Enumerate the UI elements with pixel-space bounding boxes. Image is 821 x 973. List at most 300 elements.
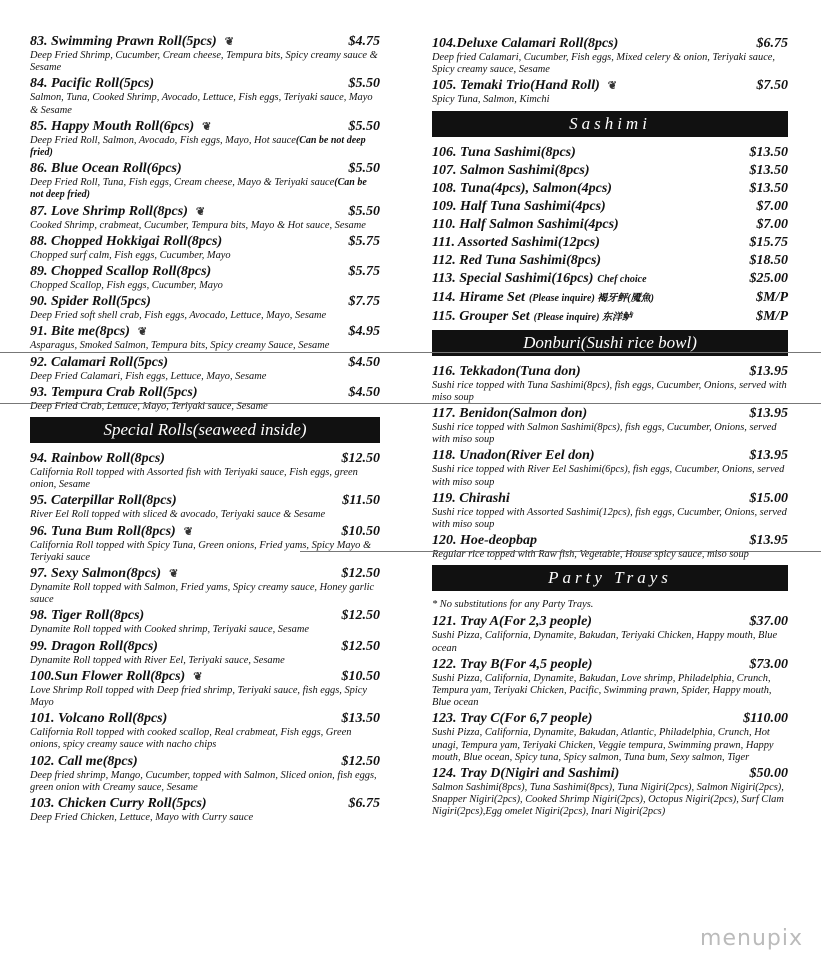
menu-item-price: $7.00 xyxy=(756,198,788,214)
menu-item-title: 124. Tray D(Nigiri and Sashimi) xyxy=(432,766,620,782)
menu-item xyxy=(30,324,380,352)
menu-item-description xyxy=(432,727,788,764)
menu-item xyxy=(30,524,380,564)
menu-item-name xyxy=(30,76,349,92)
left-column xyxy=(30,34,380,826)
menu-item-description-text: River Eel Roll topped with sliced & avocado, Teriyaki sauce & Sesame xyxy=(30,509,326,521)
menu-item-line xyxy=(30,796,380,812)
menu-item-description-text: Asparagus, Smoked Salmon, Tempura bits, Spicy creamy Sauce, Sesame xyxy=(30,340,330,352)
menu-item xyxy=(432,448,788,488)
menu-item-description-text: Spicy Tuna, Salmon, Kimchi xyxy=(432,94,550,106)
menu-item-title: 88. Chopped Hokkigai Roll(8pcs) xyxy=(30,233,223,249)
menu-item-title: 83. Swimming Prawn Roll(5pcs) xyxy=(30,34,217,49)
menu-item-name xyxy=(30,264,349,280)
chili-icon: ❦ xyxy=(137,326,148,339)
menu-item-title: 101. Volcano Roll(8pcs) xyxy=(30,711,168,727)
menu-item-name xyxy=(30,34,349,50)
menu-item-description xyxy=(432,782,788,819)
menu-item xyxy=(432,253,788,269)
menu-item-title: 100.Sun Flower Roll(8pcs) xyxy=(30,668,186,684)
menu-item-price: $M/P xyxy=(756,289,788,305)
menu-item xyxy=(432,766,788,819)
menu-item-description xyxy=(432,673,788,710)
menu-item-title: 104.Deluxe Calamari Roll(8pcs) xyxy=(432,36,619,51)
menu-item-name xyxy=(432,181,750,197)
menu-item xyxy=(30,264,380,292)
menu-item-title: 119. Chirashi xyxy=(432,490,510,506)
menu-item-title: 102. Call me(8pcs) xyxy=(30,753,138,769)
menu-item-description-text: Sushi rice topped with Salmon Sashimi(8pcs), fish eggs, Cucumber, Onions, served with miso soup xyxy=(432,422,777,446)
menu-item-price: $73.00 xyxy=(749,656,788,672)
menu-item xyxy=(432,491,788,531)
sashimi-header: Sashimi xyxy=(432,111,788,137)
chili-icon: ❦ xyxy=(193,670,203,683)
menu-item-description-text: Sushi Pizza, California, Dynamite, Bakudan, Love shrimp, Philadelphia, Crunch, Tempura yam, Teriyaki Chicken, Pacific, Swimming prawn, Spider, Happy mouth, Blue ocean xyxy=(432,672,772,709)
menu-item-description-text: Sushi rice topped with Tuna Sashimi(8pcs), fish eggs, Cucumber, Onions, served with miso soup xyxy=(432,379,787,403)
menu-item-name xyxy=(432,253,750,269)
menu-item-title: 93. Tempura Crab Roll(5pcs) xyxy=(30,384,198,400)
menu-item xyxy=(432,78,788,106)
menu-item-description xyxy=(432,380,788,404)
chili-icon: ❦ xyxy=(183,525,193,538)
rolls-list xyxy=(30,34,380,413)
menu-item-description xyxy=(30,340,380,352)
chili-icon: ❦ xyxy=(169,568,179,581)
menu-item-description xyxy=(30,135,380,159)
menu-item-line xyxy=(432,657,788,673)
menu-item-line xyxy=(432,145,788,161)
menu-item-title: 118. Unadon(River Eel don) xyxy=(432,448,595,464)
menu-item-line xyxy=(30,451,380,467)
menu-item-name xyxy=(30,566,342,582)
menu-item-description-text: Deep Fried Shrimp, Cucumber, Cream cheese, Tempura bits, Spicy creamy sauce & Sesame xyxy=(30,50,378,74)
menu-item-title: 121. Tray A(For 2,3 people) xyxy=(432,614,592,630)
menu-item-price: $12.50 xyxy=(341,451,380,467)
menu-item-line xyxy=(30,76,380,92)
menu-item-line xyxy=(432,491,788,507)
menu-item xyxy=(30,608,380,636)
menu-item-line xyxy=(432,364,788,380)
menu-item xyxy=(432,290,788,307)
menu-item-description-text: Sushi Pizza, California, Dynamite, Bakudan, Teriyaki Chicken, Happy mouth, Blue ocean xyxy=(432,630,778,654)
menu-item-description-text: Chopped Scallop, Fish eggs, Cucumber, Mayo xyxy=(30,280,223,292)
menu-item-title: 91. Bite me(8pcs) xyxy=(30,324,130,340)
menu-item-line xyxy=(432,235,788,251)
menu-item xyxy=(30,34,380,74)
menu-item-title: 115. Grouper Set xyxy=(432,308,530,324)
menu-item-line xyxy=(432,163,788,179)
menu-item-price: $5.50 xyxy=(348,161,380,177)
menu-item-description-text: Cooked Shrimp, crabmeat, Cucumber, Tempura bits, Mayo & Hot sauce, Sesame xyxy=(30,219,366,231)
menu-item-description xyxy=(432,94,788,106)
menu-item xyxy=(432,614,788,654)
menu-item-description-text: California Roll topped with cooked scallop, Real crabmeat, Fish eggs, Green onions, spicy creamy sauce with nacho chips xyxy=(30,727,352,751)
menu-item-name xyxy=(30,294,349,310)
menu-item-price: $5.50 xyxy=(348,118,380,134)
menu-item xyxy=(30,76,380,116)
menu-item-line xyxy=(432,533,788,549)
menu-item-line xyxy=(432,309,788,326)
divider-line xyxy=(0,403,821,404)
menu-item-price: $5.50 xyxy=(348,76,380,92)
menu-item-price: $4.95 xyxy=(348,324,380,340)
menu-item-name xyxy=(30,234,349,250)
menu-item xyxy=(432,406,788,446)
menu-item-description xyxy=(30,467,380,491)
menu-item-title: 106. Tuna Sashimi(8pcs) xyxy=(432,144,576,160)
menu-item-description-text: Deep Fried Chicken, Lettuce, Mayo with Curry sauce xyxy=(30,812,254,824)
menu-item-description-text: Salmon Sashimi(8pcs), Tuna Sashimi(8pcs), Tuna Nigiri(2pcs), Salmon Nigiri(2pcs), Snapper Nigiri(2pcs), Cooked Shrimp Nigiri(2pcs), Octopus Nigiri(2pcs), Surf Clam Nigiri(2pcs),Egg omelet Nigiri(2pcs), Inari Nigiri(2pcs) xyxy=(432,782,784,818)
menu-item-description xyxy=(432,630,788,654)
menu-item-price: $11.50 xyxy=(342,493,380,509)
menu-item-name xyxy=(30,711,342,727)
menu-item-description-text: Deep fried Calamari, Cucumber, Fish eggs, Mixed celery & onion, Teriyaki sauce, Spicy creamy sauce, Sesame xyxy=(432,52,776,76)
menu-item xyxy=(30,566,380,606)
menu-item-description-text: Sushi rice topped with River Eel Sashimi(6pcs), fish eggs, Cucumber, Onions, served with miso soup xyxy=(432,464,785,488)
menu-item-description-text: Sushi rice topped with Assorted Sashimi(12pcs), fish eggs, Cucumber, Onions, served with miso soup xyxy=(432,506,787,531)
menu-item-title: 113. Special Sashimi(16pcs) xyxy=(432,270,594,286)
menu-item-description-text: California Roll topped with Spicy Tuna, Green onions, Fried yams, Spicy Mayo & Teriyaki sauce xyxy=(30,539,372,563)
menu-item-description xyxy=(30,310,380,322)
menu-item-name xyxy=(30,608,342,624)
menu-item-line xyxy=(432,78,788,94)
menu-item-note: (Can be not deep fried) xyxy=(30,134,366,159)
donburi-list xyxy=(432,364,788,562)
menu-item-title: 85. Happy Mouth Roll(6pcs) xyxy=(30,118,195,134)
menu-item xyxy=(432,309,788,326)
menu-item xyxy=(432,36,788,76)
menu-item-description-text: Deep Fried Roll, Salmon, Avocado, Fish eggs, Mayo, Hot sauce xyxy=(30,134,296,146)
menu-item-title: 96. Tuna Bum Roll(8pcs) xyxy=(30,523,176,539)
menu-item-title: 87. Love Shrimp Roll(8pcs) xyxy=(30,203,188,219)
menu-item-description xyxy=(30,582,380,606)
menu-item-extra: (Please inquire) 褐牙鲆(魇魚) xyxy=(528,292,654,304)
menu-item-description xyxy=(432,422,788,446)
menu-item-line xyxy=(30,524,380,540)
menu-item-title: 114. Hirame Set xyxy=(432,289,525,305)
menu-item-description xyxy=(432,507,788,531)
menu-item-title: 99. Dragon Roll(8pcs) xyxy=(30,638,158,654)
menu-item-price: $12.50 xyxy=(341,608,380,624)
menu-item-line xyxy=(30,639,380,655)
menu-item-description-text: Chopped surf calm, Fish eggs, Cucumber, Mayo xyxy=(30,249,231,261)
right-column xyxy=(432,36,788,821)
menu-item-line xyxy=(30,119,380,135)
menu-item-description-text: Deep Fried Roll, Tuna, Fish eggs, Cream cheese, Mayo & Teriyaki sauce xyxy=(30,177,335,189)
menu-item xyxy=(432,199,788,215)
menu-item-description-text: California Roll topped with Assorted fish with Teriyaki sauce, Fish eggs, green onion, Sesame xyxy=(30,467,358,491)
menu-item-title: 94. Rainbow Roll(8pcs) xyxy=(30,451,165,467)
menu-item-description xyxy=(432,52,788,76)
menu-item-description xyxy=(30,509,380,521)
menu-item-price: $18.50 xyxy=(749,252,788,268)
menu-item-description-text: Deep Fried Crab, Lettuce, Mayo, Teriyaki sauce, Sesame xyxy=(30,400,268,412)
menu-item-name xyxy=(30,385,349,401)
menu-item xyxy=(30,385,380,413)
menu-item-description xyxy=(30,624,380,636)
menu-item-name xyxy=(30,796,349,812)
menu-item-title: 84. Pacific Roll(5pcs) xyxy=(30,76,155,92)
menu-item-title: 89. Chopped Scallop Roll(8pcs) xyxy=(30,264,212,280)
menu-item-price: $13.95 xyxy=(749,363,788,379)
party-trays-list xyxy=(432,614,788,818)
menu-item-description-text: Dynamite Roll topped with Salmon, Fried yams, Spicy creamy sauce, Honey garlic sauce xyxy=(30,582,375,606)
menu-item-line xyxy=(30,754,380,770)
menu-item-title: 111. Assorted Sashimi(12pcs) xyxy=(432,234,600,250)
chili-icon: ❦ xyxy=(607,80,617,93)
menu-item xyxy=(30,204,380,232)
menu-item-line xyxy=(30,355,380,371)
menu-item-price: $4.50 xyxy=(348,354,380,370)
menu-item-title: 117. Benidon(Salmon don) xyxy=(432,406,588,422)
menu-item-price: $13.95 xyxy=(749,448,788,464)
menu-item-description-text: Salmon, Tuna, Cooked Shrimp, Avocado, Lettuce, Fish eggs, Teriyaki sauce, Mayo & Sesame xyxy=(30,92,373,116)
menu-item-line xyxy=(30,34,380,50)
menu-item-name xyxy=(432,448,750,464)
menu-item-title: 98. Tiger Roll(8pcs) xyxy=(30,608,145,624)
menu-item-price: $37.00 xyxy=(749,614,788,630)
menu-item-line xyxy=(432,217,788,233)
menu-item-description-text: Deep fried shrimp, Mango, Cucumber, topped with Salmon, Sliced onion, fish eggs, green onion with Creamy sauce, Sesame xyxy=(30,769,377,793)
party-trays-header: Party Trays xyxy=(432,565,788,591)
menu-item-price: $12.50 xyxy=(341,638,380,654)
menu-item-title: 90. Spider Roll(5pcs) xyxy=(30,294,151,310)
menu-item-description xyxy=(30,655,380,667)
menu-item-line xyxy=(432,614,788,630)
menu-item-line xyxy=(30,161,380,177)
menu-item-note: (Can be not deep fried) xyxy=(30,177,367,201)
menu-item-description xyxy=(30,371,380,383)
menu-item-name xyxy=(432,290,756,307)
menu-item-name xyxy=(30,355,349,371)
menu-item-line xyxy=(30,385,380,401)
donburi-header: Donburi(Sushi rice bowl) xyxy=(432,330,788,356)
menu-item-title: 120. Hoe-deopbap xyxy=(432,533,537,549)
menu-item-line xyxy=(30,294,380,310)
menu-item xyxy=(30,234,380,262)
menu-item-line xyxy=(432,290,788,307)
party-trays-note: * No substitutions for any Party Trays. xyxy=(432,599,594,611)
menu-item-price: $110.00 xyxy=(743,711,788,727)
sashimi-list xyxy=(432,145,788,326)
menu-item-price: $50.00 xyxy=(749,766,788,782)
menu-item xyxy=(432,364,788,404)
menu-item-name xyxy=(432,657,750,673)
menu-item-price: $15.00 xyxy=(749,490,788,506)
menu-item xyxy=(432,711,788,764)
menu-item xyxy=(30,639,380,667)
menu-item-description-text: Deep Fried soft shell crab, Fish eggs, Avocado, Lettuce, Mayo, Sesame xyxy=(30,310,327,322)
special-rolls-header: Special Rolls(seaweed inside) xyxy=(30,417,380,443)
menu-item-title: 112. Red Tuna Sashimi(8pcs) xyxy=(432,252,602,268)
menu-item-price: $M/P xyxy=(756,308,788,324)
menu-item-description-text: Dynamite Roll topped with River Eel, Teriyaki sauce, Sesame xyxy=(30,654,285,666)
menu-item-price: $13.50 xyxy=(749,180,788,196)
menu-item xyxy=(30,161,380,201)
menu-item-price: $15.75 xyxy=(749,234,788,250)
rolls-list-continued xyxy=(432,36,788,107)
menu-item-title: 122. Tray B(For 4,5 people) xyxy=(432,656,593,672)
menu-item xyxy=(432,145,788,161)
menu-item-price: $13.50 xyxy=(749,162,788,178)
menu-item-name xyxy=(432,199,757,215)
menu-item xyxy=(30,119,380,159)
menu-item-description xyxy=(30,220,380,232)
menu-item-line xyxy=(30,324,380,340)
menu-item-name xyxy=(432,491,750,507)
menu-item-title: 109. Half Tuna Sashimi(4pcs) xyxy=(432,198,606,214)
menu-item-price: $25.00 xyxy=(749,270,788,286)
menu-item xyxy=(30,711,380,751)
menu-item xyxy=(432,657,788,710)
menu-item-description xyxy=(30,770,380,794)
special-rolls-list xyxy=(30,451,380,824)
menu-item-extra: (Please inquire) 东洋鲈 xyxy=(533,311,632,323)
menu-item-price: $7.75 xyxy=(348,294,380,310)
menu-item-name xyxy=(432,271,750,288)
menu-item-description xyxy=(30,812,380,824)
menu-item-name xyxy=(30,639,342,655)
menu-item-name xyxy=(432,235,750,251)
menu-item-description xyxy=(30,50,380,74)
menu-item-description xyxy=(30,177,380,201)
menu-item-description-text: Deep Fried Calamari, Fish eggs, Lettuce, Mayo, Sesame xyxy=(30,370,267,382)
chili-icon: ❦ xyxy=(202,120,212,133)
menu-item-line xyxy=(432,711,788,727)
menu-item-description xyxy=(30,280,380,292)
menu-item-name xyxy=(432,533,750,549)
menu-item-name xyxy=(30,324,349,340)
menu-item-price: $13.50 xyxy=(341,711,380,727)
menu-item xyxy=(30,294,380,322)
menu-item-name xyxy=(432,309,756,326)
menu-item-name xyxy=(30,161,349,177)
menu-item-price: $10.50 xyxy=(341,523,380,539)
divider-line xyxy=(300,551,821,552)
menu-item-description-text: Dynamite Roll topped with Cooked shrimp, Teriyaki sauce, Sesame xyxy=(30,624,309,636)
menu-item xyxy=(432,217,788,233)
menu-item-line xyxy=(30,669,380,685)
menu-item-line xyxy=(432,181,788,197)
menu-item-name xyxy=(30,451,342,467)
chili-icon: ❦ xyxy=(195,205,206,218)
menu-item-price: $5.75 xyxy=(348,233,380,249)
menu-item-price: $12.50 xyxy=(341,566,380,582)
menu-item xyxy=(30,754,380,794)
menu-item-line xyxy=(30,711,380,727)
menu-item-line xyxy=(30,493,380,509)
menu-item-name xyxy=(432,406,750,422)
menu-item-price: $6.75 xyxy=(348,796,380,812)
menu-item-description-text: Regular rice topped with Raw fish, Vegetable, House spicy sauce, miso soup xyxy=(432,549,749,561)
menu-item xyxy=(30,796,380,824)
menu-item-line xyxy=(30,234,380,250)
menu-item-description xyxy=(432,464,788,488)
menu-item-line xyxy=(432,448,788,464)
menu-item-description xyxy=(30,727,380,751)
menu-item-name xyxy=(432,36,757,52)
menu-item-line xyxy=(432,36,788,52)
menu-item-price: $5.75 xyxy=(348,264,380,280)
menu-item-title: 110. Half Salmon Sashimi(4pcs) xyxy=(432,216,619,232)
menu-item-title: 116. Tekkadon(Tuna don) xyxy=(432,363,581,379)
menu-item-description xyxy=(30,250,380,262)
menu-item-name xyxy=(432,78,757,94)
menu-item-name xyxy=(30,754,342,770)
menu-item-description xyxy=(30,685,380,709)
menu-item-name xyxy=(432,711,743,727)
menu-item-price: $6.75 xyxy=(756,36,788,51)
menu-item-price: $10.50 xyxy=(341,668,380,684)
menu-item-title: 92. Calamari Roll(5pcs) xyxy=(30,354,169,370)
menu-item xyxy=(30,669,380,709)
menu-item-description-text: Love Shrimp Roll topped with Deep fried shrimp, Teriyaki sauce, fish eggs, Spicy Mayo xyxy=(30,684,367,709)
menu-item-title: 86. Blue Ocean Roll(6pcs) xyxy=(30,161,182,177)
menu-item-description xyxy=(30,92,380,116)
menu-item-name xyxy=(432,364,750,380)
menu-item-line xyxy=(30,204,380,220)
menu-item xyxy=(432,181,788,197)
menu-item-line xyxy=(30,608,380,624)
menu-item-title: 108. Tuna(4pcs), Salmon(4pcs) xyxy=(432,180,612,196)
menu-item xyxy=(30,493,380,521)
menu-item-name xyxy=(432,614,750,630)
menu-item xyxy=(432,163,788,179)
menu-item-line xyxy=(30,264,380,280)
menu-item-price: $5.50 xyxy=(348,203,380,219)
menu-item xyxy=(432,235,788,251)
menu-item-title: 95. Caterpillar Roll(8pcs) xyxy=(30,493,177,509)
menu-item-line xyxy=(432,406,788,422)
menu-item-price: $4.75 xyxy=(348,34,380,49)
menu-item-line xyxy=(432,271,788,288)
menu-item-line xyxy=(432,766,788,782)
chili-icon: ❦ xyxy=(224,36,234,48)
menu-item xyxy=(30,451,380,491)
menu-item xyxy=(432,271,788,288)
menu-item-price: $7.50 xyxy=(756,78,788,94)
menu-item-name xyxy=(30,119,349,135)
menu-item-title: 103. Chicken Curry Roll(5pcs) xyxy=(30,796,207,812)
menu-item-title: 107. Salmon Sashimi(8pcs) xyxy=(432,162,590,178)
menu-item-title: 123. Tray C(For 6,7 people) xyxy=(432,711,593,727)
menu-item-name xyxy=(432,145,750,161)
menu-item-price: $13.95 xyxy=(749,406,788,422)
menu-item-name xyxy=(432,163,750,179)
menu-item-extra: Chef choice xyxy=(597,273,647,285)
menu-item xyxy=(432,533,788,561)
menu-item-price: $13.95 xyxy=(749,533,788,549)
watermark: menupix xyxy=(700,926,803,951)
menu-item-name xyxy=(432,766,750,782)
menu-item-price: $7.00 xyxy=(756,216,788,232)
menu-item-price: $4.50 xyxy=(348,384,380,400)
menu-item-name xyxy=(30,493,342,509)
menu-item-line xyxy=(432,253,788,269)
menu-item-line xyxy=(30,566,380,582)
menu-item-price: $12.50 xyxy=(341,753,380,769)
menu-item-name xyxy=(432,217,757,233)
menu-item-price: $13.50 xyxy=(749,144,788,160)
menu-item-title: 105. Temaki Trio(Hand Roll) xyxy=(432,78,600,94)
menu-item-title: 97. Sexy Salmon(8pcs) xyxy=(30,566,162,582)
divider-line xyxy=(0,352,821,353)
menu-item-name xyxy=(30,669,342,685)
menu-item-description-text: Sushi Pizza, California, Dynamite, Bakudan, Atlantic, Philadelphia, Crunch, Hot unagi, Tempura yam, Teriyaki Chicken, Veggie tempura, Swimming prawn, Happy mouth, Blue ocean, Spicy tuna, Spicy salmon, Tuna bum, Sexy salmon, Tiger xyxy=(432,727,774,763)
menu-item-name xyxy=(30,524,342,540)
menu-item-line xyxy=(432,199,788,215)
menu-item-name xyxy=(30,204,349,220)
